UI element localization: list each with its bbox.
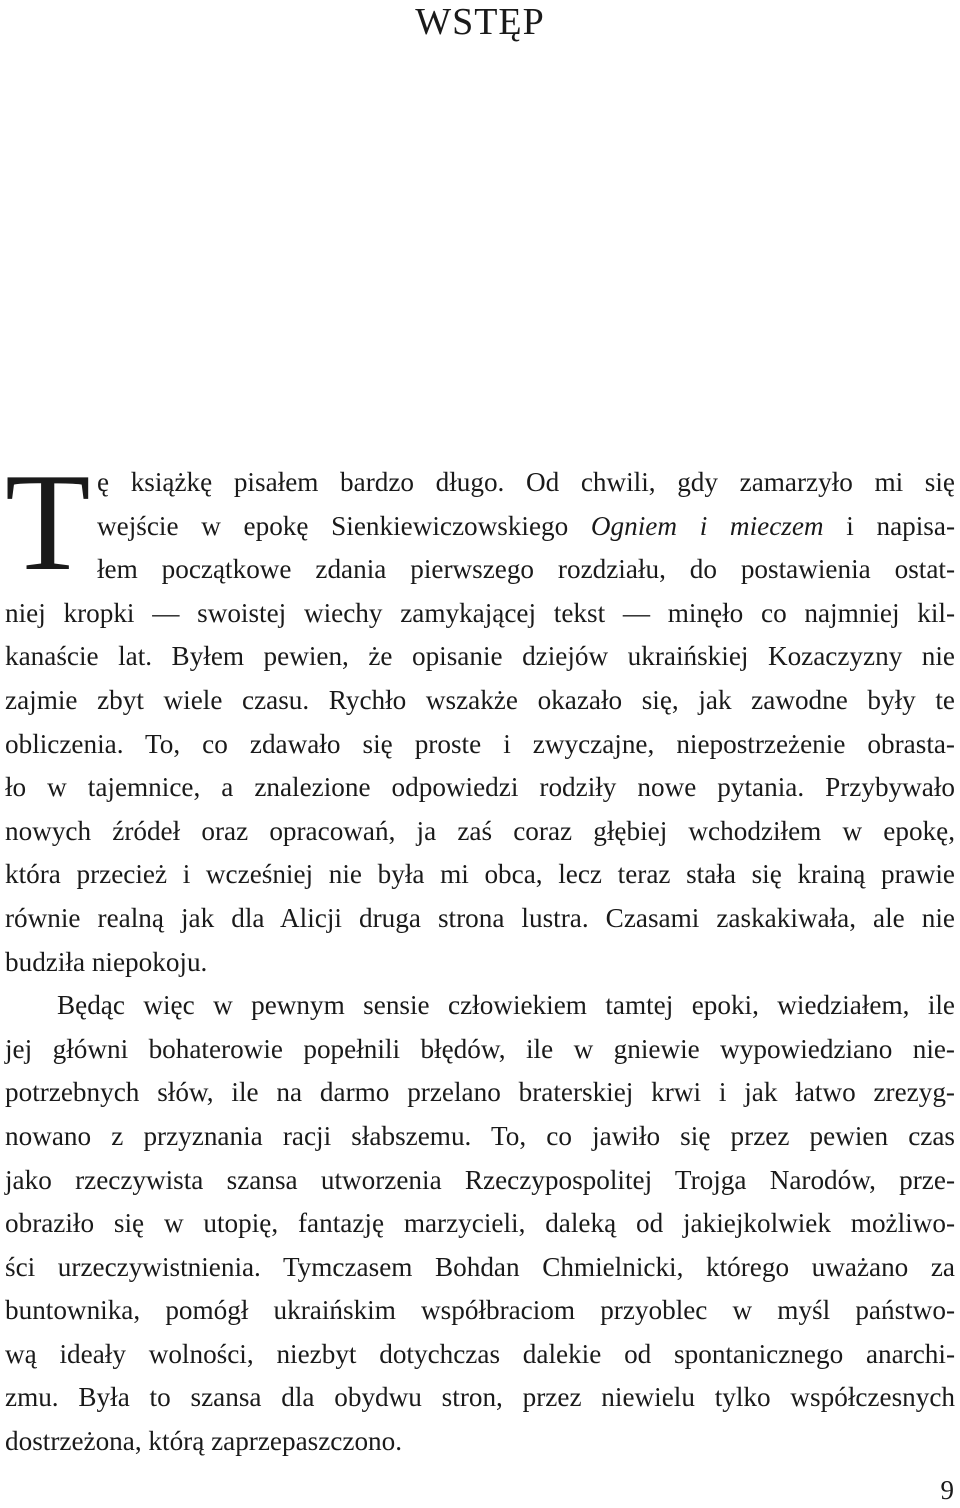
paragraph-1: [5, 445, 955, 984]
page-title: WSTĘP: [415, 1, 545, 43]
text-line: nowano z przyznania racji słabszemu. To, co jawiło się przez pewien czas: [5, 1120, 955, 1151]
drop-cap: T: [5, 445, 91, 600]
text-line: potrzebnych słów, ile na darmo przelano braterskiej krwi i jak łatwo zrezyg-: [5, 1077, 955, 1108]
text-line: obliczenia. To, co zdawało się proste i zwyczajne, niepostrzeżenie obrasta-: [5, 728, 955, 759]
text-line: wą ideały wolności, niezbyt dotychczas dalekie od spontanicznego anarchi-: [5, 1338, 955, 1369]
text-line: nowych źródeł oraz opracowań, ja zaś coraz głębiej wchodziłem w epokę,: [5, 815, 955, 846]
text-line: niej kropki — swoistej wiechy zamykającej tekst — minęło co najmniej kil-: [5, 597, 955, 628]
body-text: [5, 445, 955, 1464]
paragraph-2: [5, 984, 955, 1464]
text-line: jej główni bohaterowie popełnili błędów, ile w gniewie wypowiedziano nie-: [5, 1033, 955, 1064]
text-line: dostrzeżona, którą zaprzepaszczono.: [5, 1426, 403, 1457]
text-line: ści urzeczywistnienia. Tymczasem Bohdan Chmielnicki, którego uważano za: [5, 1251, 955, 1282]
text-line: obraziło się w utopię, fantazję marzycieli, daleką od jakiejkolwiek możliwo-: [5, 1208, 955, 1239]
text-line: ę książkę pisałem bardzo długo. Od chwili, gdy zamarzyło mi się: [97, 467, 955, 497]
text-line: która przecież i wcześniej nie była mi obca, lecz teraz stała się krainą prawie: [5, 859, 955, 890]
text-line: budziła niepokoju.: [5, 946, 208, 977]
text-line: jako rzeczywista szansa utworzenia Rzeczypospolitej Trojga Narodów, prze-: [5, 1164, 955, 1195]
text-line: wejście w epokę Sienkiewiczowskiego Ogniem i mieczem i napisa-: [97, 510, 955, 541]
text-line: ło w tajemnice, a znalezione odpowiedzi rodziły nowe pytania. Przybywało: [5, 772, 955, 803]
text-line: buntownika, pomógł ukraińskim współbraciom przyoblec w myśl państwo-: [5, 1295, 955, 1326]
text-line: łem początkowe zdania pierwszego rozdziału, do postawienia ostat-: [97, 554, 955, 585]
text-line: Będąc więc w pewnym sensie człowiekiem tamtej epoki, wiedziałem, ile: [57, 990, 955, 1021]
text-line: zmu. Była to szansa dla obydwu stron, przez niewielu tylko współczesnych: [5, 1382, 955, 1413]
text-line: kanaście lat. Byłem pewien, że opisanie dziejów ukraińskiej Kozaczyzny nie: [5, 641, 955, 672]
text-line: zajmie zbyt wiele czasu. Rychło wszakże okazało się, jak zawodne były te: [5, 684, 955, 715]
page-number: 9: [940, 1475, 954, 1505]
book-title: Ogniem i mieczem: [590, 510, 824, 541]
text-line: równie realną jak dla Alicji druga strona lustra. Czasami zaskakiwała, ale nie: [5, 902, 955, 933]
